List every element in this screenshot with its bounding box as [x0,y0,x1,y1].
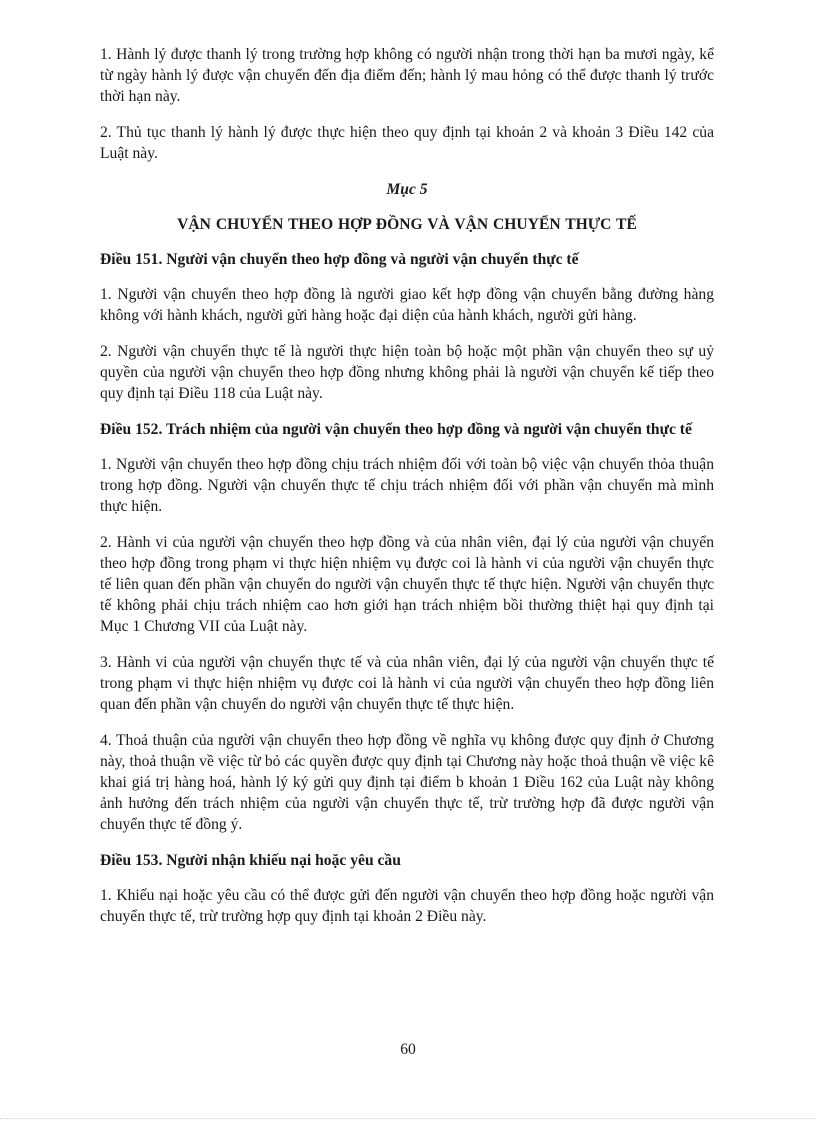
article-clause: 2. Hành vi của người vận chuyển theo hợp đồng và của nhân viên, đại lý của người vận chuyển theo hợp đồng trong phạm vi thực hiện nhiệm vụ được coi là hành vi của người vận chuyển thực tế liên quan đến phần vận chuyển do người vận chuyển thực tế thực hiện. Người vận chuyển thực tế không phải chịu trách nhiệm cao hơn giới hạn trách nhiệm bồi thường thiệt hại quy định tại Mục 1 Chương VII của Luật này. [100,534,714,635]
paragraph-baggage-liquidation-1: 1. Hành lý được thanh lý trong trường hợp không có người nhận trong thời hạn ba mươi ngày, kể từ ngày hành lý được vận chuyển đến địa điểm đến; hành lý mau hỏng có thể được thanh lý trước thời hạn này. [100,46,714,105]
article-clause: 1. Người vận chuyển theo hợp đồng chịu trách nhiệm đối với toàn bộ việc vận chuyển thỏa thuận trong hợp đồng. Người vận chuyển thực tế chịu trách nhiệm đối với phần vận chuyển mà mình thực hiện. [100,456,714,515]
article-clause: 3. Hành vi của người vận chuyển thực tế và của nhân viên, đại lý của người vận chuyển thực tế trong phạm vi thực hiện nhiệm vụ được coi là hành vi của người vận chuyển theo hợp đồng liên quan đến phần vận chuyển do người vận chuyển thực tế thực hiện. [100,654,714,713]
article-heading: Điều 151. Người vận chuyển theo hợp đồng và người vận chuyển thực tế [100,251,579,268]
document-page [100,44,714,942]
article-151 [100,249,714,404]
article-153 [100,850,714,927]
article-clause: 1. Khiếu nại hoặc yêu cầu có thể được gửi đến người vận chuyển theo hợp đồng hoặc người vận chuyển thực tế, trừ trường hợp quy định tại khoản 2 Điều này. [100,887,714,925]
paragraph-baggage-liquidation-2: 2. Thủ tục thanh lý hành lý được thực hiện theo quy định tại khoản 2 và khoản 3 Điều 142 của Luật này. [100,124,714,162]
article-clause: 1. Người vận chuyển theo hợp đồng là người giao kết hợp đồng vận chuyển bằng đường hàng không với hành khách, người gửi hàng hoặc đại diện của hành khách, người gửi hàng. [100,286,714,324]
article-heading: Điều 153. Người nhận khiếu nại hoặc yêu cầu [100,852,401,869]
article-clause: 4. Thoả thuận của người vận chuyển theo hợp đồng về nghĩa vụ không được quy định ở Chương này, thoả thuận về việc từ bỏ các quyền được quy định tại Chương này hoặc thoả thuận về việc kê khai giá trị hàng hoá, hành lý ký gửi quy định tại điểm b khoản 1 Điều 162 của Luật này không ảnh hưởng đến trách nhiệm của người vận chuyển thực tế, trừ trường hợp đã được người vận chuyển thực tế đồng ý. [100,732,714,833]
page-bottom-divider [0,1118,816,1119]
page-number: 60 [400,1041,416,1058]
section-title: VẬN CHUYỂN THEO HỢP ĐỒNG VÀ VẬN CHUYỂN THỰC TẾ [177,216,637,233]
article-heading: Điều 152. Trách nhiệm của người vận chuyển theo hợp đồng và người vận chuyển thực tế [100,421,692,438]
section-label: Mục 5 [386,181,428,198]
article-clause: 2. Người vận chuyển thực tế là người thực hiện toàn bộ hoặc một phần vận chuyển theo sự uỷ quyền của người vận chuyển theo hợp đồng nhưng không phải là người vận chuyển kế tiếp theo quy định tại Điều 118 của Luật này. [100,343,714,402]
article-152 [100,419,714,835]
